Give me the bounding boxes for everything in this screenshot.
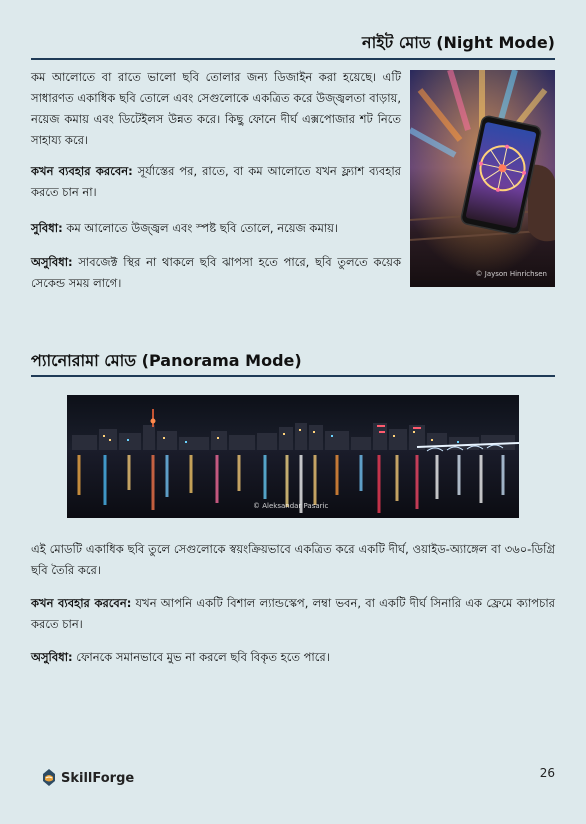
panorama-mode-when	[31, 593, 555, 635]
panorama-con-label: অসুবিধা:	[31, 650, 73, 664]
night-photo-credit: © Jayson Hinrichsen	[475, 270, 547, 278]
night-mode-intro: কম আলোতে বা রাতে ভালো ছবি তোলার জন্য ডিজাইন করা হয়েছে। এটি সাধারণত একাধিক ছবি তোলে এবং সেগুলোকে একত্রিত করে উজ্জ্বলতা বাড়ায়, নয়েজ কমায় এবং ডিটেইলস উন্নত করে। কিছু ফোনে দীর্ঘ এক্সপোজার শট নিতে সাহায্য করে।	[31, 70, 401, 147]
ferris-wheel-phone-image	[410, 70, 555, 287]
night-mode-title: নাইট মোড (Night Mode)	[362, 33, 555, 52]
skillforge-logo-icon	[41, 769, 57, 787]
night-mode-cons	[31, 252, 401, 294]
night-mode-pros	[31, 218, 401, 239]
panorama-when-label: কখন ব্যবহার করবেন:	[31, 596, 132, 610]
skillforge-logo	[41, 769, 134, 787]
night-pro-text: কম আলোতে উজ্জ্বল এবং স্পষ্ট ছবি তোলে, নয়েজ কমায়।	[62, 221, 339, 235]
night-pro-label: সুবিধা:	[31, 221, 63, 235]
night-mode-when	[31, 161, 401, 203]
panorama-photo-credit: © Aleksandar Pasaric	[253, 502, 329, 510]
panorama-mode-title: প্যানোরামা মোড (Panorama Mode)	[31, 351, 302, 370]
panorama-mode-intro: এই মোডটি একাধিক ছবি তুলে সেগুলোকে স্বয়ংক্রিয়ভাবে একত্রিত করে একটি দীর্ঘ, ওয়াইড-অ্যাঙ্গেল বা ৩৬০-ডিগ্রি ছবি তৈরি করে।	[31, 542, 555, 577]
panorama-mode-divider	[31, 375, 555, 377]
panorama-con-text: ফোনকে সমানভাবে মুভ না করলে ছবি বিকৃত হতে পারে।	[72, 650, 330, 664]
night-when-label: কখন ব্যবহার করবেন:	[31, 164, 133, 178]
panorama-photo	[67, 395, 519, 518]
night-mode-divider	[31, 58, 555, 60]
panorama-mode-cons	[31, 647, 555, 668]
brand-name: SkillForge	[61, 770, 135, 786]
city-skyline-panorama-image	[67, 395, 519, 518]
night-mode-photo	[410, 70, 555, 287]
night-when-text: সূর্যাস্তের পর, রাতে, বা কম আলোতে যখন ফ্ল্যাশ ব্যবহার করতে চান না।	[31, 164, 401, 199]
night-con-label: অসুবিধা:	[31, 255, 73, 269]
panorama-when-text: যখন আপনি একটি বিশাল ল্যান্ডস্কেপ, লম্বা ভবন, বা একটি দীর্ঘ সিনারি এক ফ্রেমে ক্যাপচার করতে চান।	[31, 596, 555, 631]
night-con-text: সাবজেক্ট স্থির না থাকলে ছবি ঝাপসা হতে পারে, ছবি তুলতে কয়েক সেকেন্ড সময় লাগে।	[31, 255, 401, 290]
page-number: 26	[539, 766, 555, 780]
